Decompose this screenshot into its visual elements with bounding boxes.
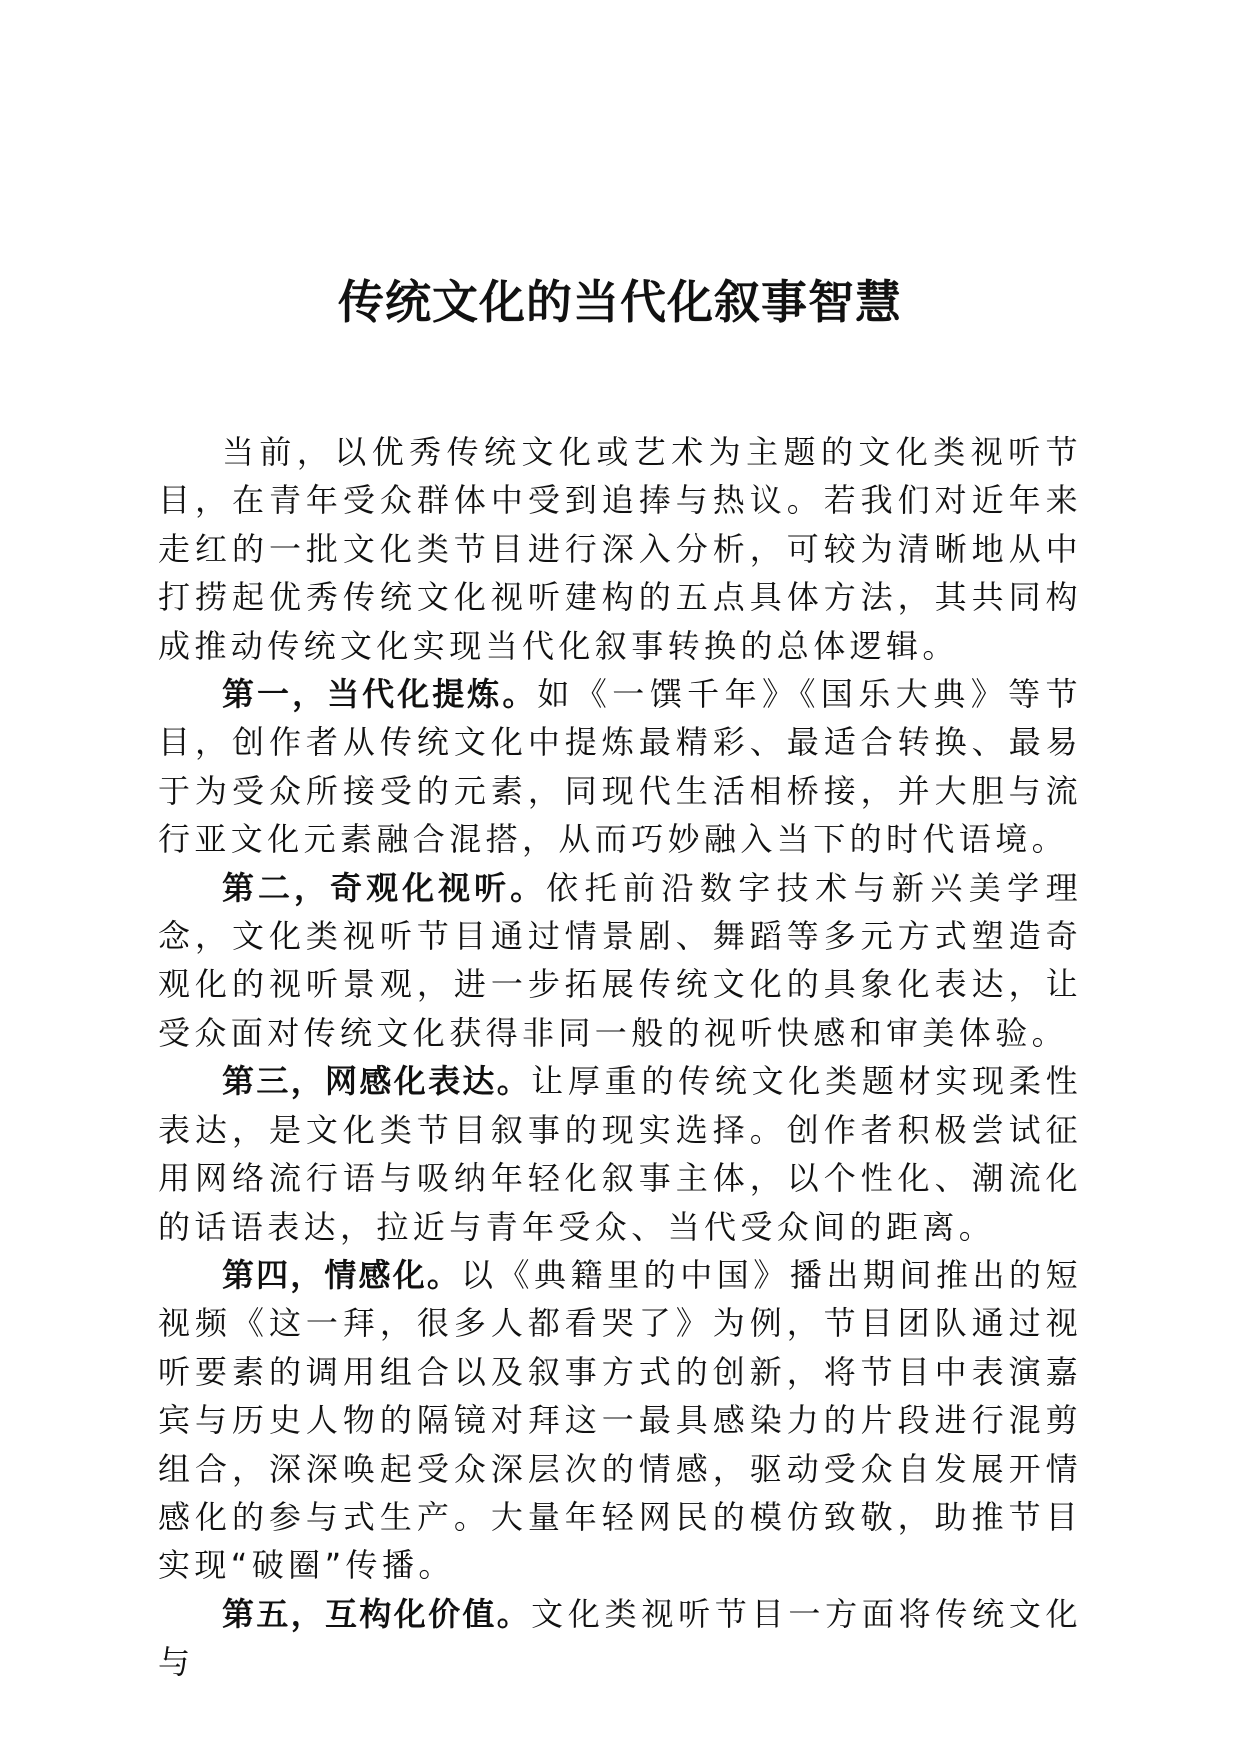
- paragraph-point-5: [158, 1590, 1082, 1687]
- paragraph-text: 当前，以优秀传统文化或艺术为主题的文化类视听节目，在青年受众群体中受到追捧与热议。若我们对近年来走红的一批文化类节目进行深入分析，可较为清晰地从中打捞起优秀传统文化视听建构的五点具体方法，其共同构成推动传统文化实现当代化叙事转换的总体逻辑。: [158, 433, 1082, 665]
- paragraph-text: 如《一馔千年》《国乐大典》等节目，创作者从传统文化中提炼最精彩、最适合转换、最易于为受众所接受的元素，同现代生活相桥接，并大胆与流行亚文化元素融合混搭，从而巧妙融入当下的时代语境。: [158, 675, 1082, 859]
- paragraph-text: 让厚重的传统文化类题材实现柔性表达，是文化类节目叙事的现实选择。创作者积极尝试征用网络流行语与吸纳年轻化叙事主体，以个性化、潮流化的话语表达，拉近与青年受众、当代受众间的距离。: [158, 1062, 1082, 1246]
- paragraph-point-3: [158, 1057, 1082, 1251]
- paragraph-point-2: [158, 864, 1082, 1058]
- paragraph-intro: [158, 428, 1082, 670]
- paragraph-lead: 第四，情感化。: [222, 1255, 461, 1294]
- paragraph-lead: 第二，奇观化视听。: [222, 868, 547, 907]
- document-body: [158, 428, 1082, 1687]
- paragraph-text: 以《典籍里的中国》播出期间推出的短视频《这一拜，很多人都看哭了》为例，节目团队通过视听要素的调用组合以及叙事方式的创新，将节目中表演嘉宾与历史人物的隔镜对拜这一最具感染力的片段进行混剪组合，深深唤起受众深层次的情感，驱动受众自发展开情感化的参与式生产。大量年轻网民的模仿致敬，助推节目实现“破圈”传播。: [158, 1255, 1082, 1585]
- paragraph-text: 文化类视听节目一方面将传统文化与: [158, 1594, 1082, 1682]
- paragraph-point-4: [158, 1251, 1082, 1590]
- paragraph-lead: 第一，当代化提炼。: [222, 675, 538, 714]
- document-title: 传统文化的当代化叙事智慧: [338, 275, 902, 329]
- paragraph-point-1: [158, 670, 1082, 864]
- paragraph-text: 依托前沿数字技术与新兴美学理念，文化类视听节目通过情景剧、舞蹈等多元方式塑造奇观化的视听景观，进一步拓展传统文化的具象化表达，让受众面对传统文化获得非同一般的视听快感和审美体验。: [158, 868, 1082, 1052]
- paragraph-lead: 第三，网感化表达。: [222, 1062, 532, 1101]
- paragraph-lead: 第五，互构化价值。: [222, 1594, 532, 1633]
